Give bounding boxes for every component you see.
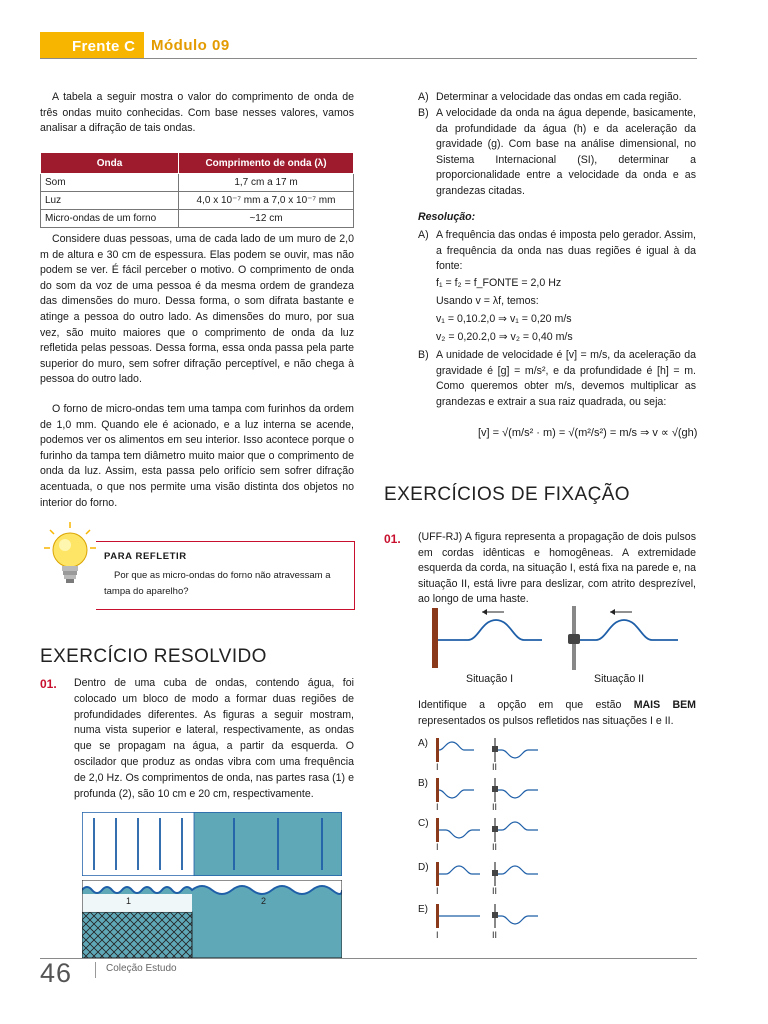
option-e-ii: II — [492, 930, 498, 940]
fixation-number: 01. — [384, 532, 401, 546]
equation-frequency: f₁ = f₂ = f_FONTE = 2,0 Hz — [436, 277, 562, 289]
option-a-i: I — [436, 762, 439, 772]
question-a-text: Determinar a velocidade das ondas em cada região. — [436, 91, 682, 103]
option-a-label: A) — [418, 738, 428, 749]
table-cell: Som — [41, 174, 179, 192]
option-b-label: B) — [418, 778, 428, 789]
question-b-label: B) — [418, 107, 429, 119]
reflect-text — [104, 568, 350, 600]
option-c-ii: II — [492, 842, 498, 852]
table-cell: Micro-ondas de um forno — [41, 210, 179, 228]
identify-text — [418, 698, 696, 729]
table-row — [41, 174, 354, 192]
option-a-figure — [434, 736, 554, 764]
fixation-text: (UFF-RJ) A figura representa a propagação de dois pulsos em cordas idênticas e homogêneas. A extremidade esquerda da corda, na situação I, está fixa na parede e, na situação II, está livre para deslizar, com atrito desprezível, ao longo de uma haste. — [418, 531, 696, 606]
situation-2-label: Situação II — [594, 673, 645, 685]
identify-bold: MAIS BEM — [633, 699, 696, 711]
option-d-ii: II — [492, 886, 498, 896]
table-row — [41, 192, 354, 210]
question-a-label: A) — [418, 91, 429, 103]
lightbulb-icon — [42, 520, 98, 590]
dimensional-formula: [v] = √(m/s² · m) = √(m²/s²) = m/s ⇒ v ∝ √(gh) — [478, 427, 698, 439]
pulses-figure — [426, 604, 696, 672]
collection-name: Coleção Estudo — [106, 963, 177, 974]
resolution-b-text: A unidade de velocidade é [v] = m/s, da aceleração da gravidade é [g] = m/s², e da profundidade é [h] = m. Como queremos obter m/s, devemos multiplicar as grandezas e extrair a sua raiz quadrada, ou seja: — [436, 349, 696, 408]
intro-paragraph: A tabela a seguir mostra o valor do comprimento de onda de três ondas muito conhecidas. Com base nesses valores, vamos analisar a difração de tais ondas. — [40, 91, 354, 135]
tank-top-view — [82, 812, 342, 876]
resolved-text: Dentro de uma cuba de ondas, contendo água, foi colocado um bloco de modo a formar duas regiões de profundidades diferentes. As figuras a seguir mostram, numa vista superior e lateral, respectivamente, as ondas que se propagam na água, a partir da esquerda. O oscilador que produz as ondas vibra com uma frequência de 2,0 Hz. Os comprimentos de onda, nas partes rasa (1) e profunda (2), são 10 cm e 20 cm, respectivamente. — [74, 677, 354, 800]
question-b-text: A velocidade da onda na água depende, basicamente, da profundidade da água (h) e da aceleração da gravidade (g). Com base na análise dimensional, no Sistema Internacional (SI), determinar a proporcionalidade entre a velocidade da onda e as grandezas citadas. — [436, 107, 696, 197]
equation-v1: v₁ = 0,10.2,0 ⇒ v₁ = 0,20 m/s — [436, 313, 572, 325]
option-a-ii: II — [492, 762, 498, 772]
region-1-label: 1 — [126, 896, 132, 906]
option-e-figure — [434, 902, 554, 930]
situation-1-label: Situação I — [466, 673, 514, 685]
option-b-figure — [434, 776, 554, 804]
region-2-label: 2 — [261, 896, 267, 906]
header-modulo: Módulo 09 — [151, 37, 230, 54]
equation-velocity: Usando v = λf, temos: — [436, 295, 539, 307]
header-frente: Frente C — [72, 38, 136, 55]
page-number: 46 — [40, 958, 73, 988]
resolution-b-label: B) — [418, 349, 429, 361]
resolution-a-text: A frequência das ondas é imposta pelo gerador. Assim, a frequência da onda nas duas regiões é igual à da fonte: — [436, 229, 696, 273]
wall-paragraph: Considere duas pessoas, uma de cada lado de um muro de 2,0 m de altura e 30 cm de espessura. Elas podem se ouvir, mas não podem se ver. É fácil perceber o motivo. O comprimento de onda do som da voz de uma pessoa é da mesma ordem de grandeza das dimensões do muro. Dessa forma, o som difrata bastante e atinge a pessoa do outro lado. As dimensões do muro, por sua vez, são muito maiores que o comprimento de onda da luz refletida pelas pessoas. Dessa forma, essa onda passa pela parte superior do muro, sem sofrer difração perceptível, e não chega à pessoa do outro lado. — [40, 233, 354, 386]
table-cell: Luz — [41, 192, 179, 210]
identify-post: representados os pulsos refletidos nas situações I e II. — [418, 714, 674, 727]
footer-divider — [95, 962, 96, 978]
option-c-label: C) — [418, 818, 429, 829]
option-b-i: I — [436, 802, 439, 812]
option-b-ii: II — [492, 802, 498, 812]
table-header-wavelength: Comprimento de onda (λ) — [179, 153, 354, 174]
identify-pre: Identifique a opção em que estão — [418, 699, 622, 711]
fixation-title: EXERCÍCIOS DE FIXAÇÃO — [384, 484, 630, 505]
option-d-label: D) — [418, 862, 429, 873]
table-row — [41, 210, 354, 228]
option-d-i: I — [436, 886, 439, 896]
header-rule — [40, 58, 697, 59]
wavelength-table — [40, 152, 354, 228]
tank-side-view — [82, 880, 342, 958]
option-c-figure — [434, 816, 554, 844]
table-cell: 4,0 x 10⁻⁷ mm a 7,0 x 10⁻⁷ mm — [179, 192, 354, 210]
table-cell: 1,7 cm a 17 m — [179, 174, 354, 192]
footer-rule — [40, 958, 697, 959]
resolution-a-label: A) — [418, 229, 429, 241]
microwave-paragraph: O forno de micro-ondas tem uma tampa com furinhos da ordem de 1,0 mm. Quando ele é acionado, e a luz interna se acende, podemos ver os alimentos em seu interior. Isso acontece porque o furinho da tampa tem diâmetro muito maior que o comprimento de onda da luz. Assim, esta passa pelo orifício sem sofrer difração acentuada, o que nos permite uma visão distinta dos objetos no interior do forno. — [40, 403, 354, 509]
option-c-i: I — [436, 842, 439, 852]
reflect-question: Por que as micro-ondas do forno não atravessam a tampa do aparelho? — [104, 570, 331, 597]
option-e-i: I — [436, 930, 439, 940]
table-header-wave: Onda — [41, 153, 179, 174]
reflect-title: PARA REFLETIR — [104, 551, 187, 562]
option-e-label: E) — [418, 904, 428, 915]
option-d-figure — [434, 860, 554, 888]
resolved-title: EXERCÍCIO RESOLVIDO — [40, 646, 267, 667]
resolution-heading: Resolução: — [418, 211, 476, 223]
equation-v2: v₂ = 0,20.2,0 ⇒ v₂ = 0,40 m/s — [436, 331, 573, 343]
table-cell: ~12 cm — [179, 210, 354, 228]
resolved-number: 01. — [40, 677, 57, 691]
